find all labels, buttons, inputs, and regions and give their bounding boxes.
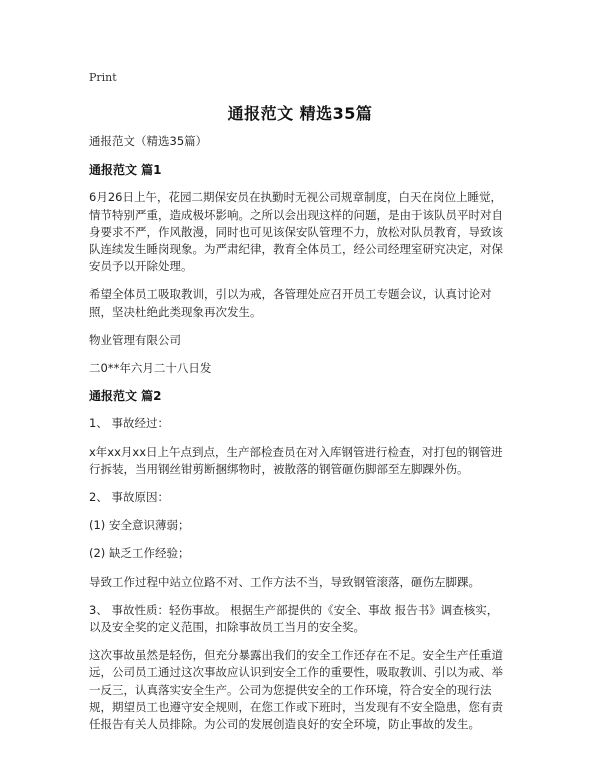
paragraph: 6月26日上午，花园二期保安员在执勤时无视公司规章制度，白天在岗位上睡觉，情节特别严重，造成极坏影响。之所以会出现这样的问题，是由于该队员平时对自身要求不严，作风散漫，同时也可见该保安队管理不力，放松对队员教育，导致该队连续发生睡岗现象。为严肃纪律，教育全体员工，经公司经理室研究决定，对保安员予以开除处理。 — [89, 190, 503, 274]
paragraph: 1、 事故经过： — [89, 416, 169, 431]
company-name: 物业管理有限公司 — [89, 332, 181, 347]
paragraph: 希望全体员工吸取教训，引以为戒，各管理处应召开员工专题会议，认真讨论对照，坚决杜绝此类现象再次发生。 — [89, 287, 492, 319]
section-2 — [89, 388, 507, 733]
issue-date: 二0**年六月二十八日发 — [89, 361, 212, 376]
section-1 — [89, 162, 507, 377]
document-body — [89, 133, 507, 744]
print-label: Print — [89, 71, 117, 84]
document-subtitle: 通报范文（精选35篇） — [89, 134, 208, 148]
section-heading: 通报范文 篇1 — [89, 163, 162, 178]
document-title: 通报范文 精选35篇 — [227, 104, 373, 123]
paragraph: 这次事故虽然是轻伤，但充分暴露出我们的安全工作还存在不足。安全生产任重道远，公司员工通过这次事故应认识到安全工作的重要性，吸取教训、引以为戒、举一反三，认真落实安全生产。公司为您提供安全的工作环境，符合安全的现行法规，期望员工也遵守安全规则，在您工作或下班时，当发现有不安全隐患，您有责任报告有关人员排除。为公司的发展创造良好的安全环境，防止事故的发生。 — [89, 648, 503, 732]
paragraph: (1) 安全意识薄弱； — [89, 518, 190, 533]
paragraph: x年xx月xx日上午点到点，生产部检查员在对入库钢管进行检查，对打包的钢管进行拆装，当用钢丝钳剪断捆绑物时，被散落的钢管砸伤脚部至左脚踝外伤。 — [89, 444, 503, 476]
paragraph: (2) 缺乏工作经验； — [89, 546, 190, 561]
paragraph: 导致工作过程中站立位路不对、工作方法不当，导致钢管滚落，砸伤左脚踝。 — [89, 574, 480, 589]
paragraph: 3、 事故性质：轻伤事故。 根据生产部提供的《安全、事故 报告书》调查核实，以及安全奖的定义范围，扣除事故员工当月的安全奖。 — [89, 602, 499, 635]
section-heading: 通报范文 篇2 — [89, 389, 162, 404]
paragraph: 2、 事故原因： — [89, 490, 169, 505]
